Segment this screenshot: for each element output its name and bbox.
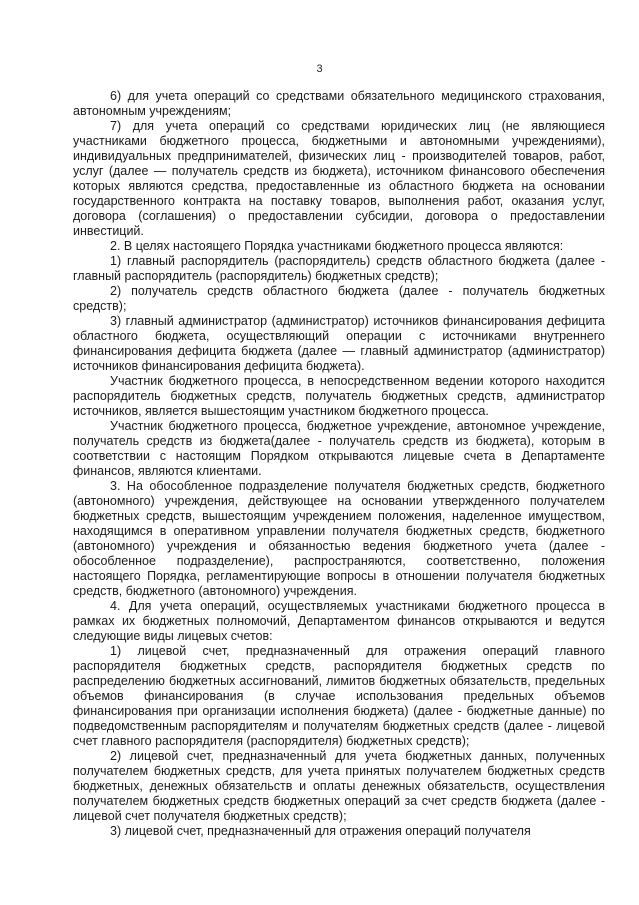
page-number: 3 (316, 63, 323, 75)
paragraph-6: 3) главный администратор (администратор) источников финансирования дефицита областного бюджета, осуществляющий операции с источниками внутреннего финансирования дефицита бюджета (далее — главный администратор (администратор) источников финансирования дефицита бюджета). (73, 314, 605, 373)
paragraph-8: Участник бюджетного процесса, бюджетное учреждение, автономное учреждение, получатель средств из бюджета(далее - получатель средств из бюджета), которым в соответствии с настоящим Порядком открываются лицевые счета в Департаменте финансов, являются клиентами. (73, 419, 605, 478)
paragraph-11: 1) лицевой счет, предназначенный для отражения операций главного распорядителя бюджетных средств, распорядителя бюджетных средств по распределению бюджетных ассигнований, лимитов бюджетных обязательств, предельных объемов финансирования (в случае использования предельных объемов финансирования при организации исполнения бюджета) (далее - бюджетные данные) по подведомственным распорядителям и получателям бюджетных средств (далее - лицевой счет главного распорядителя (распорядителя) бюджетных средств); (73, 644, 605, 748)
paragraph-9: 3. На обособленное подразделение получателя бюджетных средств, бюджетного (автономного) учреждения, действующее на основании утвержденного получателем бюджетных средств, вышестоящим учреждением положения, наделенное имуществом, находящимся в оперативном управлении получателя бюджетных средств, бюджетного (автономного) учреждения и обязанностью ведения бюджетного учета (далее - обособленное подразделение), распространяются, соответственно, положения настоящего Порядка, регламентирующие вопросы в отношении получателя бюджетных средств, бюджетного (автономного) учреждения. (73, 479, 605, 598)
paragraph-5: 2) получатель средств областного бюджета (далее - получатель бюджетных средств); (73, 284, 605, 313)
paragraph-1: 6) для учета операций со средствами обязательного медицинского страхования, автономным учреждениям; (73, 89, 605, 118)
paragraph-4: 1) главный распорядитель (распорядитель) средств областного бюджета (далее - главный распорядитель (распорядитель) бюджетных средств); (73, 254, 605, 283)
paragraph-3: 2. В целях настоящего Порядка участниками бюджетного процесса являются: (110, 239, 564, 253)
paragraph-12: 2) лицевой счет, предназначенный для учета бюджетных данных, полученных получателем бюджетных средств, для учета принятых получателем бюджетных средств бюджетных, денежных обязательств и оплаты денежных обязательств, осуществления получателем бюджетных средств бюджетных операций за счет средств бюджета (далее - лицевой счет получателя бюджетных средств); (73, 749, 605, 823)
paragraph-10: 4. Для учета операций, осуществляемых участниками бюджетного процесса в рамках их бюджетных полномочий, Департаментом финансов открываются и ведутся следующие виды лицевых счетов: (73, 599, 605, 643)
paragraph-13: 3) лицевой счет, предназначенный для отражения операций получателя (110, 824, 531, 838)
document-body (73, 89, 605, 839)
paragraph-7: Участник бюджетного процесса, в непосредственном ведении которого находится распорядитель бюджетных средств, получатель бюджетных средств, администратор источников, является вышестоящим участником бюджетного процесса. (73, 374, 605, 418)
paragraph-2: 7) для учета операций со средствами юридических лиц (не являющиеся участниками бюджетного процесса, бюджетными и автономными учреждениями), индивидуальных предпринимателей, физических лиц - производителей товаров, работ, услуг (далее — получатель средств из бюджета), источником финансового обеспечения которых являются средства, предоставленные из областного бюджета на основании государственного контракта на поставку товаров, выполнения работ, оказания услуг, договора (соглашения) о предоставлении субсидии, договора о предоставлении инвестиций. (73, 119, 605, 238)
